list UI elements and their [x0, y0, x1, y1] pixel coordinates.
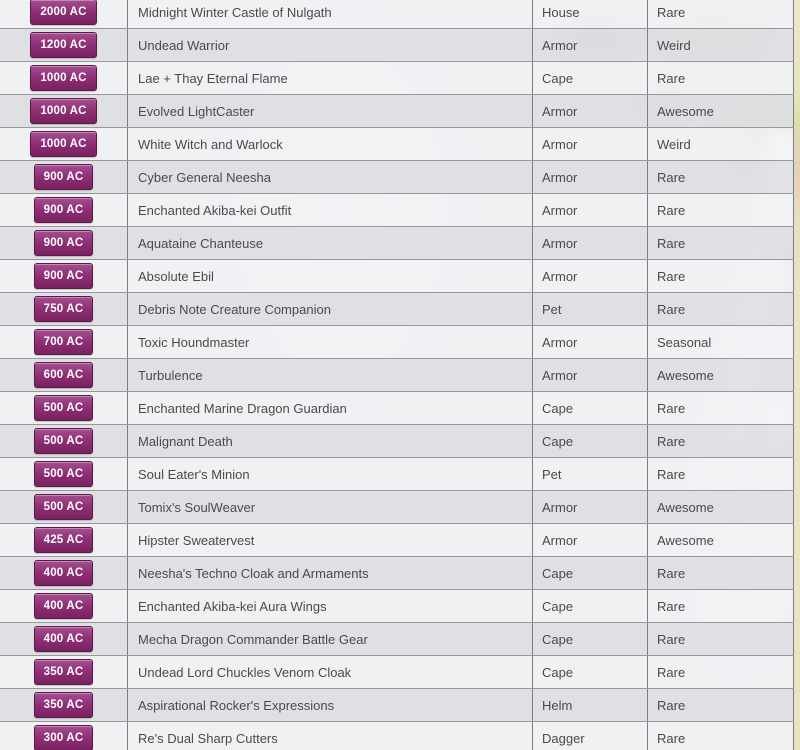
item-type-cell: Armor: [533, 29, 648, 61]
item-rarity-cell: Awesome: [648, 524, 794, 556]
item-rarity-cell: Rare: [648, 689, 794, 721]
item-name-cell: Re's Dual Sharp Cutters: [128, 722, 533, 750]
price-cell: [0, 29, 128, 61]
item-rarity-cell: Awesome: [648, 95, 794, 127]
table-row: [0, 194, 794, 227]
item-type-cell: Cape: [533, 590, 648, 622]
price-badge[interactable]: 1200 AC: [30, 32, 96, 58]
item-name-cell: Aspirational Rocker's Expressions: [128, 689, 533, 721]
table-row: [0, 425, 794, 458]
price-badge[interactable]: 350 AC: [34, 692, 94, 718]
item-rarity-cell: Rare: [648, 392, 794, 424]
price-badge[interactable]: 900 AC: [34, 197, 94, 223]
price-cell: [0, 293, 128, 325]
table-row: [0, 0, 794, 29]
price-badge[interactable]: 1000 AC: [30, 131, 96, 157]
price-cell: [0, 458, 128, 490]
item-rarity-cell: Seasonal: [648, 326, 794, 358]
price-badge[interactable]: 1000 AC: [30, 98, 96, 124]
item-name-cell: Mecha Dragon Commander Battle Gear: [128, 623, 533, 655]
price-cell: [0, 95, 128, 127]
table-row: [0, 524, 794, 557]
item-name-cell: Enchanted Akiba-kei Outfit: [128, 194, 533, 226]
price-badge[interactable]: 900 AC: [34, 230, 94, 256]
price-cell: [0, 227, 128, 259]
item-rarity-cell: Rare: [648, 161, 794, 193]
price-badge[interactable]: 400 AC: [34, 593, 94, 619]
item-type-cell: Cape: [533, 557, 648, 589]
price-cell: [0, 689, 128, 721]
item-name-cell: Debris Note Creature Companion: [128, 293, 533, 325]
item-rarity-cell: Rare: [648, 227, 794, 259]
item-rarity-cell: Awesome: [648, 491, 794, 523]
item-type-cell: Helm: [533, 689, 648, 721]
table-row: [0, 260, 794, 293]
item-name-cell: Evolved LightCaster: [128, 95, 533, 127]
item-rarity-cell: Rare: [648, 425, 794, 457]
item-type-cell: House: [533, 0, 648, 28]
item-name-cell: White Witch and Warlock: [128, 128, 533, 160]
table-row: [0, 491, 794, 524]
item-name-cell: Soul Eater's Minion: [128, 458, 533, 490]
price-cell: [0, 557, 128, 589]
price-cell: [0, 656, 128, 688]
price-cell: [0, 524, 128, 556]
table-row: [0, 227, 794, 260]
price-badge[interactable]: 400 AC: [34, 626, 94, 652]
price-cell: [0, 425, 128, 457]
page-edge-strip: [794, 0, 800, 750]
item-type-cell: Cape: [533, 392, 648, 424]
price-badge[interactable]: 600 AC: [34, 362, 94, 388]
price-badge[interactable]: 350 AC: [34, 659, 94, 685]
item-rarity-cell: Rare: [648, 260, 794, 292]
table-row: [0, 458, 794, 491]
item-type-cell: Armor: [533, 491, 648, 523]
table-row: [0, 590, 794, 623]
item-name-cell: Midnight Winter Castle of Nulgath: [128, 0, 533, 28]
price-badge[interactable]: 2000 AC: [30, 0, 96, 25]
price-badge[interactable]: 900 AC: [34, 164, 94, 190]
item-rarity-cell: Awesome: [648, 359, 794, 391]
item-rarity-cell: Rare: [648, 557, 794, 589]
item-rarity-cell: Rare: [648, 590, 794, 622]
table-row: [0, 128, 794, 161]
table-row: [0, 623, 794, 656]
table-row: [0, 392, 794, 425]
price-cell: [0, 161, 128, 193]
item-type-cell: Armor: [533, 95, 648, 127]
price-cell: [0, 491, 128, 523]
item-type-cell: Armor: [533, 227, 648, 259]
item-type-cell: Cape: [533, 425, 648, 457]
price-cell: [0, 623, 128, 655]
price-cell: [0, 0, 128, 28]
item-name-cell: Neesha's Techno Cloak and Armaments: [128, 557, 533, 589]
item-rarity-cell: Rare: [648, 656, 794, 688]
price-badge[interactable]: 1000 AC: [30, 65, 96, 91]
price-badge[interactable]: 500 AC: [34, 461, 94, 487]
price-cell: [0, 128, 128, 160]
item-name-cell: Turbulence: [128, 359, 533, 391]
item-rarity-cell: Rare: [648, 0, 794, 28]
item-rarity-cell: Weird: [648, 128, 794, 160]
price-badge[interactable]: 900 AC: [34, 263, 94, 289]
price-cell: [0, 326, 128, 358]
item-type-cell: Cape: [533, 62, 648, 94]
price-badge[interactable]: 500 AC: [34, 428, 94, 454]
price-cell: [0, 62, 128, 94]
price-cell: [0, 260, 128, 292]
item-type-cell: Armor: [533, 326, 648, 358]
item-type-cell: Armor: [533, 128, 648, 160]
item-name-cell: Enchanted Akiba-kei Aura Wings: [128, 590, 533, 622]
item-type-cell: Armor: [533, 260, 648, 292]
item-name-cell: Enchanted Marine Dragon Guardian: [128, 392, 533, 424]
price-badge[interactable]: 500 AC: [34, 395, 94, 421]
item-rarity-cell: Rare: [648, 293, 794, 325]
item-type-cell: Pet: [533, 293, 648, 325]
item-name-cell: Toxic Houndmaster: [128, 326, 533, 358]
table-row: [0, 326, 794, 359]
item-rarity-cell: Rare: [648, 458, 794, 490]
item-type-cell: Cape: [533, 656, 648, 688]
table-row: [0, 29, 794, 62]
table-row: [0, 62, 794, 95]
price-cell: [0, 359, 128, 391]
price-cell: [0, 590, 128, 622]
table-row: [0, 161, 794, 194]
item-name-cell: Tomix's SoulWeaver: [128, 491, 533, 523]
price-cell: [0, 392, 128, 424]
item-rarity-cell: Rare: [648, 623, 794, 655]
table-row: [0, 557, 794, 590]
price-badge[interactable]: 500 AC: [34, 494, 94, 520]
item-name-cell: Malignant Death: [128, 425, 533, 457]
item-type-cell: Armor: [533, 161, 648, 193]
table-row: [0, 722, 794, 750]
item-type-cell: Armor: [533, 524, 648, 556]
table-row: [0, 359, 794, 392]
price-badge[interactable]: 425 AC: [34, 527, 94, 553]
price-cell: [0, 722, 128, 750]
table-row: [0, 95, 794, 128]
price-badge[interactable]: 750 AC: [34, 296, 94, 322]
item-type-cell: Cape: [533, 623, 648, 655]
table-row: [0, 689, 794, 722]
item-name-cell: Absolute Ebil: [128, 260, 533, 292]
item-rarity-cell: Weird: [648, 29, 794, 61]
item-type-cell: Pet: [533, 458, 648, 490]
item-rarity-cell: Rare: [648, 194, 794, 226]
item-name-cell: Cyber General Neesha: [128, 161, 533, 193]
item-name-cell: Undead Lord Chuckles Venom Cloak: [128, 656, 533, 688]
table-row: [0, 293, 794, 326]
item-rarity-cell: Rare: [648, 722, 794, 750]
item-name-cell: Hipster Sweatervest: [128, 524, 533, 556]
price-badge[interactable]: 300 AC: [34, 725, 94, 750]
table-row: [0, 656, 794, 689]
item-type-cell: Dagger: [533, 722, 648, 750]
item-rarity-cell: Rare: [648, 62, 794, 94]
price-badge[interactable]: 700 AC: [34, 329, 94, 355]
item-name-cell: Aquataine Chanteuse: [128, 227, 533, 259]
item-type-cell: Armor: [533, 194, 648, 226]
price-badge[interactable]: 400 AC: [34, 560, 94, 586]
price-cell: [0, 194, 128, 226]
item-type-cell: Armor: [533, 359, 648, 391]
item-name-cell: Undead Warrior: [128, 29, 533, 61]
item-name-cell: Lae + Thay Eternal Flame: [128, 62, 533, 94]
